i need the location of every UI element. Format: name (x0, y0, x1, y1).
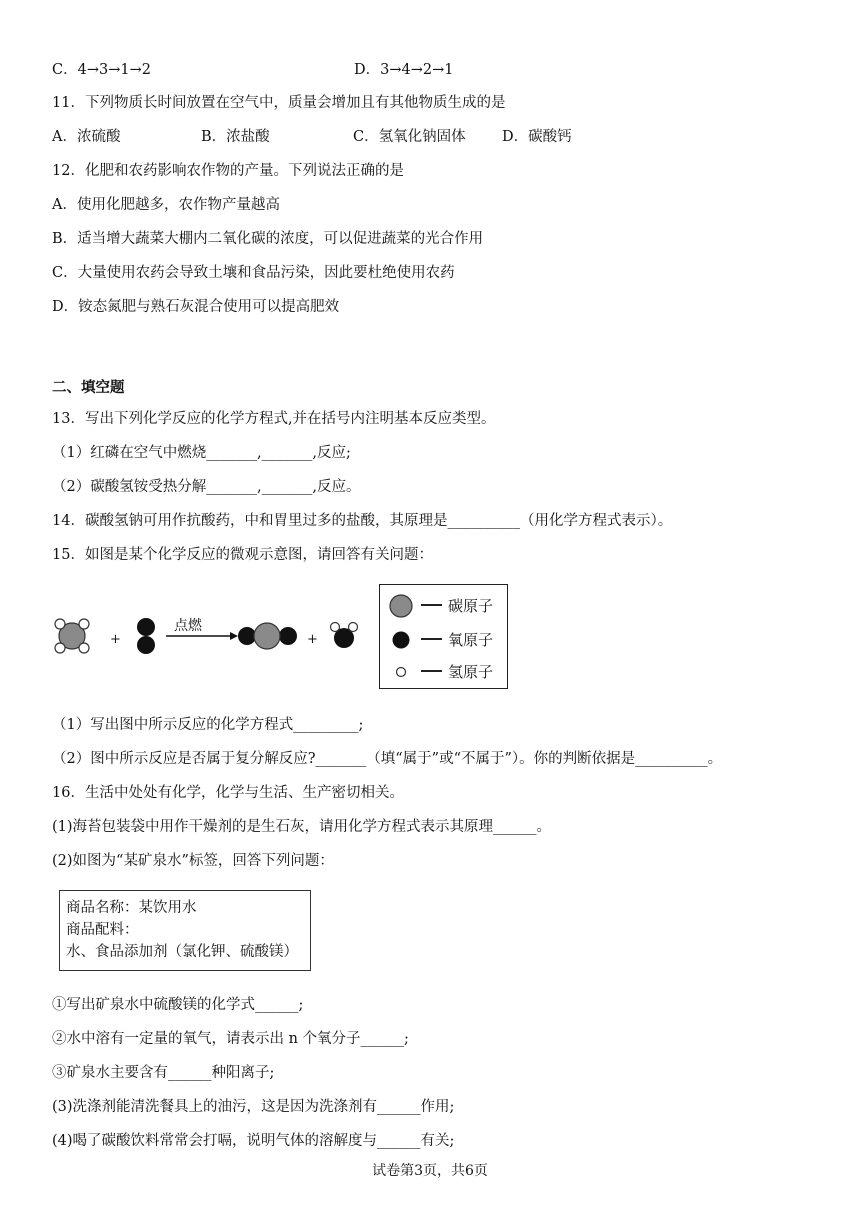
legend-hydrogen-label: 氢原子 (448, 663, 494, 681)
q10-option-d: D．3→4→2→1 (354, 62, 454, 78)
hydrogen-atom-icon (380, 659, 420, 685)
q16-sub4: (4)喝了碳酸饮料常常会打嗝，说明气体的溶解度与______有关; (52, 1133, 455, 1149)
q16-item1: ①写出矿泉水中硫酸镁的化学式______; (52, 997, 304, 1013)
legend-carbon-label: 碳原子 (448, 597, 494, 615)
plus-sign-2: + (307, 632, 318, 647)
legend-oxygen (380, 627, 507, 653)
q15-sub1: （1）写出图中所示反应的化学方程式_________; (52, 717, 364, 733)
q10-option-c: C．4→3→1→2 (52, 62, 151, 78)
q14-stem: 14．碳酸氢钠可用作抗酸药，中和胃里过多的盐酸，其原理是__________（用化学方程式表示）。 (52, 513, 673, 529)
q16-sub2: (2)如图为“某矿泉水”标签，回答下列问题： (52, 853, 334, 869)
q15-sub2: （2）图中所示反应是否属于复分解反应?_______（填“属于”或“不属于”）。你的判断依据是__________。 (52, 751, 723, 767)
q11-option-c: C．氢氧化钠固体 (353, 129, 466, 145)
label-product-name: 商品名称：某饮用水 (66, 900, 197, 916)
label-ingredients-title: 商品配料： (66, 922, 139, 938)
q11-stem: 11．下列物质长时间放置在空气中，质量会增加且有其他物质生成的是 (52, 95, 506, 111)
q11-option-a: A．浓硫酸 (52, 129, 121, 145)
carbon-dioxide-molecule (238, 623, 297, 649)
water-molecule (331, 623, 358, 649)
reaction-condition: 点燃 (174, 618, 202, 634)
q12-option-b: B．适当增大蔬菜大棚内二氧化碳的浓度，可以促进蔬菜的光合作用 (52, 231, 484, 247)
plus-sign-1: + (110, 632, 121, 647)
q11-option-d: D．碳酸钙 (502, 129, 572, 145)
oxygen-atom-icon (380, 627, 420, 653)
q16-sub1: (1)海苔包装袋中用作干燥剂的是生石灰，请用化学方程式表示其原理______。 (52, 819, 552, 835)
page-footer: 试卷第3页，共6页 (372, 1163, 488, 1179)
q12-option-d: D．铵态氮肥与熟石灰混合使用可以提高肥效 (52, 299, 340, 315)
q16-item2: ②水中溶有一定量的氧气，请表示出 n 个氧分子______; (52, 1031, 409, 1047)
q16-stem: 16．生活中处处有化学，化学与生活、生产密切相关。 (52, 785, 404, 801)
legend-carbon (380, 593, 507, 619)
q12-option-c: C．大量使用农药会导致土壤和食品污染，因此要杜绝使用农药 (52, 265, 455, 281)
legend-oxygen-label: 氧原子 (448, 631, 494, 649)
diagram-legend (379, 584, 508, 689)
q13-sub2: （2）碳酸氢铵受热分解_______,_______,反应。 (52, 479, 361, 495)
q16-sub3: (3)洗涤剂能清洗餐具上的油污，这是因为洗涤剂有______作用; (52, 1099, 455, 1115)
q11-option-b: B．浓盐酸 (201, 129, 270, 145)
q12-option-a: A．使用化肥越多，农作物产量越高 (52, 197, 280, 213)
q13-sub1: （1）红磷在空气中燃烧_______,_______,反应; (52, 445, 351, 461)
mineral-water-label (59, 890, 311, 971)
label-ingredients: 水、食品添加剂（氯化钾、硫酸镁） (66, 944, 298, 960)
legend-hydrogen (380, 659, 507, 685)
q16-item3: ③矿泉水主要含有______种阳离子; (52, 1065, 275, 1081)
q13-stem: 13．写出下列化学反应的化学方程式,并在括号内注明基本反应类型。 (52, 411, 496, 427)
oxygen-molecule (137, 618, 155, 654)
section-title: 二、填空题 (52, 380, 125, 396)
methane-molecule (55, 619, 89, 653)
q12-stem: 12．化肥和农药影响农作物的产量。下列说法正确的是 (52, 163, 404, 179)
reaction-diagram (48, 606, 378, 666)
carbon-atom-icon (380, 593, 420, 619)
q15-stem: 15．如图是某个化学反应的微观示意图，请回答有关问题： (52, 547, 433, 563)
